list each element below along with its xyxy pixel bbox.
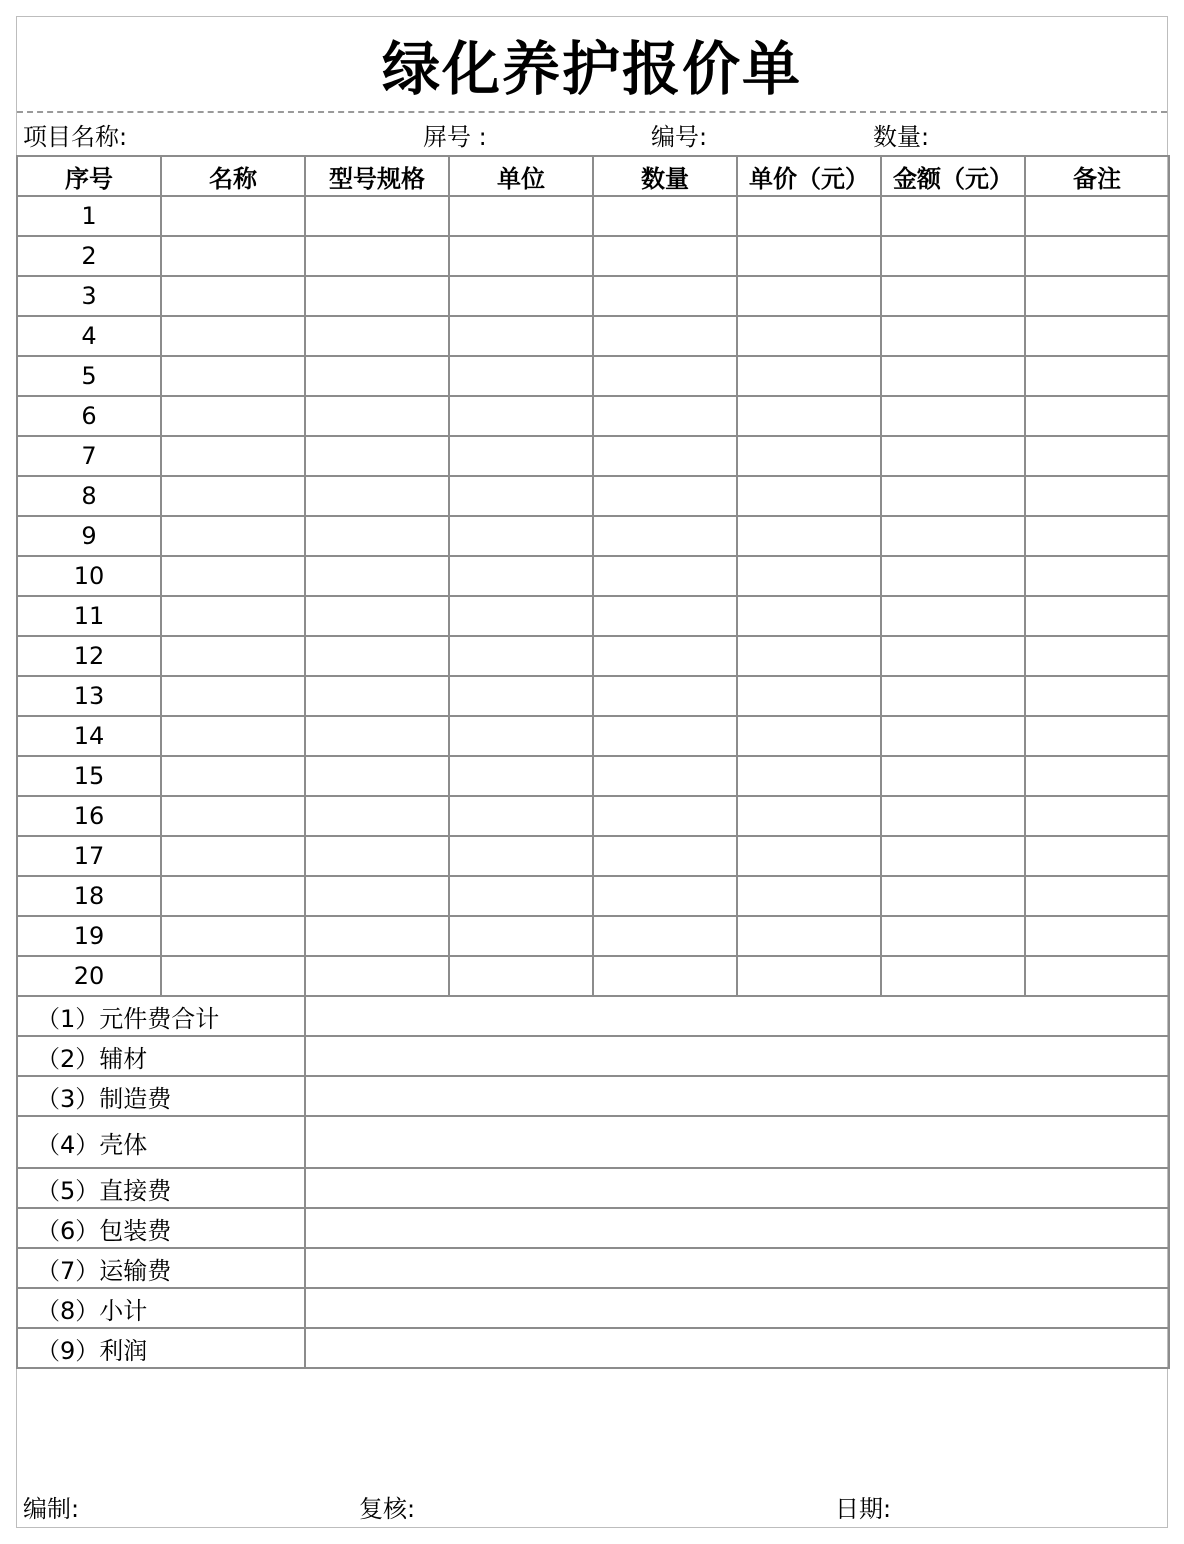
cell-unit[interactable] (449, 516, 593, 556)
cell-model[interactable] (305, 916, 449, 956)
row-number: 13 (17, 676, 161, 716)
row-number: 14 (17, 716, 161, 756)
cell-model[interactable] (305, 636, 449, 676)
quote-sheet (16, 16, 1168, 1528)
cost-label: （3）制造费 (17, 1076, 305, 1116)
table-row (17, 676, 1169, 716)
table-row (17, 396, 1169, 436)
cell-remarks[interactable] (1025, 196, 1169, 236)
cell-unit[interactable] (449, 876, 593, 916)
prepared-by-label: 编制: (23, 1494, 80, 1523)
cell-quantity[interactable] (593, 276, 737, 316)
cell-name[interactable] (161, 836, 305, 876)
table-row (17, 436, 1169, 476)
cell-quantity[interactable] (593, 636, 737, 676)
cell-amount[interactable] (881, 236, 1025, 276)
cell-name[interactable] (161, 676, 305, 716)
cell-quantity[interactable] (593, 796, 737, 836)
cost-row (17, 1116, 1169, 1168)
cell-unit-price[interactable] (737, 276, 881, 316)
cell-amount[interactable] (881, 396, 1025, 436)
row-number: 18 (17, 876, 161, 916)
cell-model[interactable] (305, 196, 449, 236)
cell-name[interactable] (161, 636, 305, 676)
cell-name[interactable] (161, 916, 305, 956)
cell-quantity[interactable] (593, 316, 737, 356)
cell-remarks[interactable] (1025, 476, 1169, 516)
cell-unit-price[interactable] (737, 636, 881, 676)
page-title: 绿化养护报价单 (381, 35, 802, 103)
cell-model[interactable] (305, 836, 449, 876)
table-row (17, 956, 1169, 996)
table-row (17, 836, 1169, 876)
cost-row (17, 1288, 1169, 1328)
cell-model[interactable] (305, 676, 449, 716)
row-number: 1 (17, 196, 161, 236)
cell-unit[interactable] (449, 436, 593, 476)
cell-unit[interactable] (449, 556, 593, 596)
table-row (17, 876, 1169, 916)
cost-label: （1）元件费合计 (17, 996, 305, 1036)
header-remarks: 备注 (1025, 156, 1169, 196)
cell-name[interactable] (161, 716, 305, 756)
cell-model[interactable] (305, 276, 449, 316)
table-row (17, 476, 1169, 516)
cell-remarks[interactable] (1025, 756, 1169, 796)
cell-remarks[interactable] (1025, 316, 1169, 356)
cell-amount[interactable] (881, 356, 1025, 396)
cell-remarks[interactable] (1025, 916, 1169, 956)
serial-no-label: 编号: (651, 122, 708, 151)
cell-model[interactable] (305, 236, 449, 276)
cost-label: （9）利润 (17, 1328, 305, 1368)
cell-amount[interactable] (881, 196, 1025, 236)
cell-quantity[interactable] (593, 956, 737, 996)
cell-unit-price[interactable] (737, 916, 881, 956)
cell-remarks[interactable] (1025, 716, 1169, 756)
header-quantity: 数量 (593, 156, 737, 196)
cell-remarks[interactable] (1025, 836, 1169, 876)
cell-unit-price[interactable] (737, 316, 881, 356)
cell-model[interactable] (305, 556, 449, 596)
cell-amount[interactable] (881, 476, 1025, 516)
cell-unit[interactable] (449, 796, 593, 836)
cell-unit-price[interactable] (737, 756, 881, 796)
cell-remarks[interactable] (1025, 276, 1169, 316)
cell-unit-price[interactable] (737, 836, 881, 876)
cell-remarks[interactable] (1025, 556, 1169, 596)
cell-amount[interactable] (881, 436, 1025, 476)
table-row (17, 516, 1169, 556)
cost-value-cell[interactable] (305, 1076, 1169, 1116)
cell-amount[interactable] (881, 516, 1025, 556)
table-row (17, 796, 1169, 836)
table-row (17, 556, 1169, 596)
cell-unit[interactable] (449, 276, 593, 316)
cost-value-cell[interactable] (305, 1288, 1169, 1328)
cell-name[interactable] (161, 756, 305, 796)
cell-quantity[interactable] (593, 836, 737, 876)
cell-model[interactable] (305, 796, 449, 836)
cell-quantity[interactable] (593, 356, 737, 396)
cell-unit-price[interactable] (737, 196, 881, 236)
table-row (17, 716, 1169, 756)
cost-label: （8）小计 (17, 1288, 305, 1328)
cell-unit[interactable] (449, 756, 593, 796)
table-row (17, 236, 1169, 276)
date-label: 日期: (835, 1494, 892, 1523)
cell-amount[interactable] (881, 956, 1025, 996)
cell-model[interactable] (305, 316, 449, 356)
cell-unit-price[interactable] (737, 716, 881, 756)
cell-model[interactable] (305, 756, 449, 796)
cell-unit-price[interactable] (737, 956, 881, 996)
cell-quantity[interactable] (593, 436, 737, 476)
cell-unit[interactable] (449, 196, 593, 236)
row-number: 8 (17, 476, 161, 516)
cell-model[interactable] (305, 716, 449, 756)
cost-row (17, 1036, 1169, 1076)
cell-unit[interactable] (449, 956, 593, 996)
cell-unit[interactable] (449, 716, 593, 756)
cell-quantity[interactable] (593, 476, 737, 516)
cell-amount[interactable] (881, 276, 1025, 316)
cell-model[interactable] (305, 396, 449, 436)
cell-amount[interactable] (881, 676, 1025, 716)
row-number: 3 (17, 276, 161, 316)
cell-name[interactable] (161, 356, 305, 396)
table-row (17, 276, 1169, 316)
cost-value-cell[interactable] (305, 996, 1169, 1036)
cell-quantity[interactable] (593, 556, 737, 596)
quote-table (16, 155, 1170, 1369)
cell-unit-price[interactable] (737, 676, 881, 716)
cost-value-cell[interactable] (305, 1328, 1169, 1368)
reviewed-by-label: 复核: (359, 1494, 416, 1523)
cell-quantity[interactable] (593, 676, 737, 716)
cell-quantity[interactable] (593, 196, 737, 236)
table-row (17, 356, 1169, 396)
cell-quantity[interactable] (593, 876, 737, 916)
cell-unit-price[interactable] (737, 356, 881, 396)
cell-model[interactable] (305, 516, 449, 556)
header-name: 名称 (161, 156, 305, 196)
cell-remarks[interactable] (1025, 676, 1169, 716)
cell-name[interactable] (161, 316, 305, 356)
table-row (17, 756, 1169, 796)
cell-name[interactable] (161, 596, 305, 636)
cost-value-cell[interactable] (305, 1036, 1169, 1076)
row-number: 5 (17, 356, 161, 396)
cost-label: （7）运输费 (17, 1248, 305, 1288)
cell-unit-price[interactable] (737, 436, 881, 476)
cost-row (17, 996, 1169, 1036)
cost-value-cell[interactable] (305, 1208, 1169, 1248)
cell-amount[interactable] (881, 636, 1025, 676)
cell-unit-price[interactable] (737, 476, 881, 516)
row-number: 19 (17, 916, 161, 956)
row-number: 15 (17, 756, 161, 796)
row-number: 11 (17, 596, 161, 636)
cell-amount[interactable] (881, 716, 1025, 756)
cell-remarks[interactable] (1025, 876, 1169, 916)
cell-name[interactable] (161, 956, 305, 996)
cell-unit[interactable] (449, 836, 593, 876)
cell-name[interactable] (161, 796, 305, 836)
cell-name[interactable] (161, 396, 305, 436)
cell-name[interactable] (161, 556, 305, 596)
cell-amount[interactable] (881, 596, 1025, 636)
cell-unit-price[interactable] (737, 596, 881, 636)
header-model: 型号规格 (305, 156, 449, 196)
header-unit-price: 单价（元） (737, 156, 881, 196)
cost-row (17, 1208, 1169, 1248)
cell-amount[interactable] (881, 876, 1025, 916)
cell-model[interactable] (305, 476, 449, 516)
cell-name[interactable] (161, 236, 305, 276)
cell-quantity[interactable] (593, 916, 737, 956)
project-name-label: 项目名称: (23, 122, 128, 151)
cell-amount[interactable] (881, 316, 1025, 356)
row-number: 16 (17, 796, 161, 836)
cost-row (17, 1248, 1169, 1288)
cell-amount[interactable] (881, 556, 1025, 596)
cell-unit-price[interactable] (737, 236, 881, 276)
header-serial: 序号 (17, 156, 161, 196)
cell-model[interactable] (305, 956, 449, 996)
cell-name[interactable] (161, 516, 305, 556)
table-row (17, 316, 1169, 356)
cell-unit[interactable] (449, 236, 593, 276)
cell-unit[interactable] (449, 676, 593, 716)
row-number: 9 (17, 516, 161, 556)
cell-unit-price[interactable] (737, 876, 881, 916)
cell-remarks[interactable] (1025, 356, 1169, 396)
cell-remarks[interactable] (1025, 236, 1169, 276)
quantity-label: 数量: (873, 122, 930, 151)
cell-name[interactable] (161, 476, 305, 516)
cell-name[interactable] (161, 276, 305, 316)
table-row (17, 196, 1169, 236)
cell-unit[interactable] (449, 636, 593, 676)
cell-remarks[interactable] (1025, 636, 1169, 676)
screen-no-label: 屏号 : (423, 122, 487, 151)
cell-unit-price[interactable] (737, 516, 881, 556)
cell-model[interactable] (305, 356, 449, 396)
cell-quantity[interactable] (593, 596, 737, 636)
cell-amount[interactable] (881, 916, 1025, 956)
cell-unit-price[interactable] (737, 556, 881, 596)
cell-unit[interactable] (449, 596, 593, 636)
cell-quantity[interactable] (593, 396, 737, 436)
cell-model[interactable] (305, 876, 449, 916)
cell-amount[interactable] (881, 836, 1025, 876)
cell-model[interactable] (305, 436, 449, 476)
cell-unit[interactable] (449, 476, 593, 516)
row-number: 17 (17, 836, 161, 876)
cost-label: （2）辅材 (17, 1036, 305, 1076)
row-number: 12 (17, 636, 161, 676)
cost-value-cell[interactable] (305, 1248, 1169, 1288)
cost-value-cell[interactable] (305, 1168, 1169, 1208)
cell-unit[interactable] (449, 316, 593, 356)
cell-quantity[interactable] (593, 716, 737, 756)
cell-name[interactable] (161, 436, 305, 476)
cost-row (17, 1168, 1169, 1208)
row-number: 7 (17, 436, 161, 476)
cell-remarks[interactable] (1025, 436, 1169, 476)
header-unit: 单位 (449, 156, 593, 196)
cell-name[interactable] (161, 196, 305, 236)
header-amount: 金额（元） (881, 156, 1025, 196)
cell-remarks[interactable] (1025, 956, 1169, 996)
cell-model[interactable] (305, 596, 449, 636)
row-number: 20 (17, 956, 161, 996)
cell-name[interactable] (161, 876, 305, 916)
cell-unit-price[interactable] (737, 796, 881, 836)
table-row (17, 596, 1169, 636)
cost-label: （5）直接费 (17, 1168, 305, 1208)
cell-remarks[interactable] (1025, 396, 1169, 436)
cell-remarks[interactable] (1025, 516, 1169, 556)
cell-unit[interactable] (449, 916, 593, 956)
cost-label: （4）壳体 (17, 1116, 305, 1168)
row-number: 10 (17, 556, 161, 596)
cell-quantity[interactable] (593, 756, 737, 796)
row-number: 6 (17, 396, 161, 436)
header-row (17, 156, 1169, 196)
cell-remarks[interactable] (1025, 596, 1169, 636)
row-number: 4 (17, 316, 161, 356)
cost-label: （6）包装费 (17, 1208, 305, 1248)
row-number: 2 (17, 236, 161, 276)
cell-unit[interactable] (449, 356, 593, 396)
cost-row (17, 1076, 1169, 1116)
cell-remarks[interactable] (1025, 796, 1169, 836)
cell-quantity[interactable] (593, 516, 737, 556)
table-row (17, 636, 1169, 676)
cost-row (17, 1328, 1169, 1368)
title-divider (17, 111, 1167, 113)
cell-amount[interactable] (881, 796, 1025, 836)
cell-amount[interactable] (881, 756, 1025, 796)
cost-value-cell[interactable] (305, 1116, 1169, 1168)
cell-unit-price[interactable] (737, 396, 881, 436)
table-row (17, 916, 1169, 956)
cell-quantity[interactable] (593, 236, 737, 276)
cell-unit[interactable] (449, 396, 593, 436)
